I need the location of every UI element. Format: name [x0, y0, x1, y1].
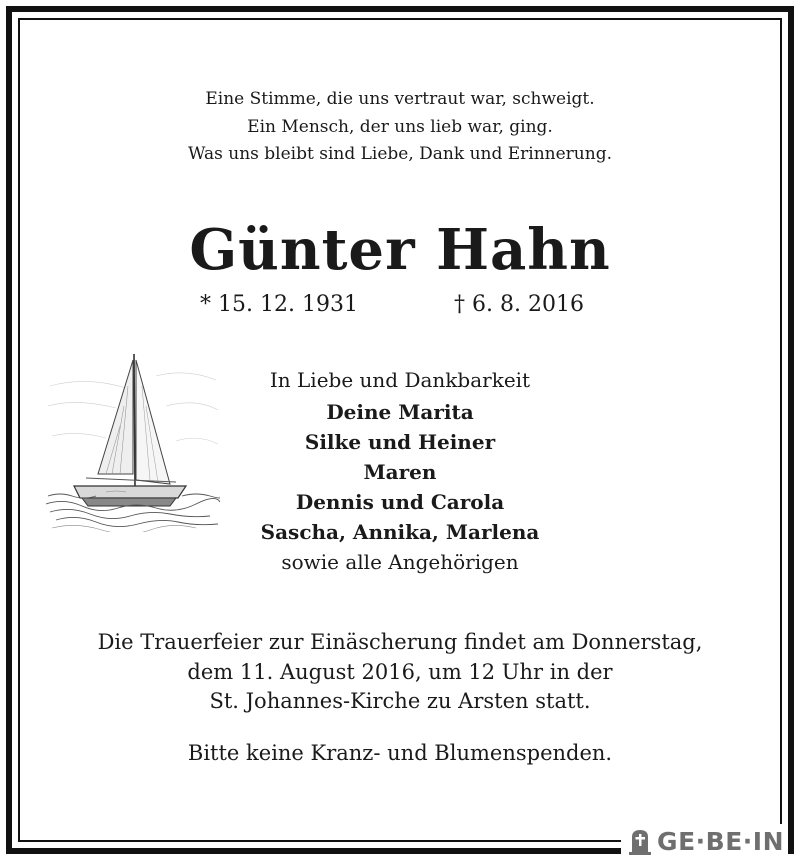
- family-member: Dennis und Carola: [295, 490, 505, 514]
- family-member: Deine Marita: [326, 400, 474, 424]
- family-member: Maren: [363, 460, 437, 484]
- service-line-1: Die Trauerfeier zur Einäscherung findet am Donnerstag,: [97, 630, 703, 654]
- family-intro: In Liebe und Dankbarkeit: [269, 368, 531, 392]
- brand-logo: [621, 824, 788, 858]
- service-line-3: St. Johannes-Kirche zu Arsten statt.: [209, 689, 591, 713]
- poem-line-3: Was uns bleibt sind Liebe, Dank und Erinnerung.: [188, 144, 612, 164]
- sailboat-icon: [46, 346, 220, 532]
- poem-line-1: Eine Stimme, die uns vertraut war, schweigt.: [205, 89, 595, 109]
- family-member: Silke und Heiner: [304, 430, 496, 454]
- deceased-name: Günter Hahn: [189, 217, 611, 283]
- family-block: [200, 365, 600, 577]
- poem-line-2: Ein Mensch, der uns lieb war, ging.: [247, 116, 553, 137]
- flower-request: Bitte keine Kranz- und Blumenspenden.: [187, 741, 613, 765]
- service-line-2: dem 11. August 2016, um 12 Uhr in der: [187, 659, 613, 684]
- grave-stone-icon: [627, 827, 653, 855]
- sailboat-illustration: [46, 346, 220, 532]
- brand-text: GE·BE·IN: [657, 826, 784, 856]
- family-member: Sascha, Annika, Marlena: [260, 520, 540, 544]
- death-date: † 6. 8. 2016: [454, 292, 584, 317]
- birth-date: * 15. 12. 1931: [200, 292, 358, 317]
- service-info: [0, 628, 800, 717]
- poem-verse: [0, 86, 800, 169]
- family-outro: sowie alle Angehörigen: [281, 550, 519, 574]
